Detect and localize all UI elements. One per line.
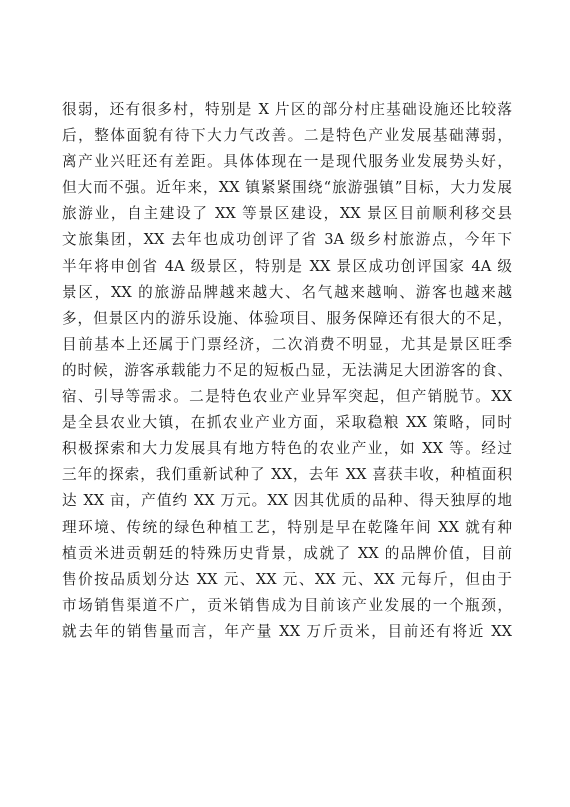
text-line: 的时候，游客承载能力不足的短板凸显，无法满足大团游客的食、 <box>62 361 512 379</box>
body-paragraph <box>62 97 512 645</box>
text-line: 宿、引导等需求。二是特色农业产业异军突起，但产销脱节。XX <box>62 388 512 406</box>
text-line: 售价按品质划分达 XX 元、XX 元、XX 元、XX 元每斤，但由于 <box>62 570 512 588</box>
text-line: 目前基本上还属于门票经济，二次消费不明显，尤其是景区旺季 <box>62 335 512 353</box>
text-line: 后，整体面貌有待下大力气改善。二是特色产业发展基础薄弱， <box>62 127 512 145</box>
text-line: 植贡米进贡朝廷的特殊历史背景，成就了 XX 的品牌价值，目前 <box>62 544 512 562</box>
text-line: 是全县农业大镇，在抓农业产业方面，采取稳粮 XX 策略，同时 <box>62 414 512 432</box>
text-line: 很弱，还有很多村，特别是 X 片区的部分村庄基础设施还比较落 <box>62 101 512 118</box>
text-line: 三年的探索，我们重新试种了 XX，去年 XX 喜获丰收，种植面积 <box>62 466 512 484</box>
text-line: 积极探索和大力发展具有地方特色的农业产业，如 XX 等。经过 <box>62 440 512 458</box>
text-line: 但大而不强。近年来，XX 镇紧紧围绕“旅游强镇”目标，大力发展 <box>62 179 512 197</box>
text-line: 文旅集团，XX 去年也成功创评了省 3A 级乡村旅游点，今年下 <box>62 231 512 249</box>
text-line: 理环境、传统的绿色种植工艺，特别是早在乾隆年间 XX 就有种 <box>62 518 512 536</box>
text-line: 半年将申创省 4A 级景区，特别是 XX 景区成功创评国家 4A 级 <box>62 257 512 275</box>
text-line: 多，但景区内的游乐设施、体验项目、服务保障还有很大的不足， <box>62 309 512 327</box>
text-line: 市场销售渠道不广，贡米销售成为目前该产业发展的一个瓶颈， <box>62 596 512 614</box>
text-line: 景区，XX 的旅游品牌越来越大、名气越来越响、游客也越来越 <box>62 283 512 301</box>
text-line: 就去年的销售量而言，年产量 XX 万斤贡米，目前还有将近 XX <box>62 622 512 640</box>
text-line: 旅游业，自主建设了 XX 等景区建设，XX 景区目前顺利移交县 <box>62 205 512 223</box>
text-line: 离产业兴旺还有差距。具体体现在一是现代服务业发展势头好， <box>62 153 512 171</box>
text-line: 达 XX 亩，产值约 XX 万元。XX 因其优质的品种、得天独厚的地 <box>62 492 512 510</box>
